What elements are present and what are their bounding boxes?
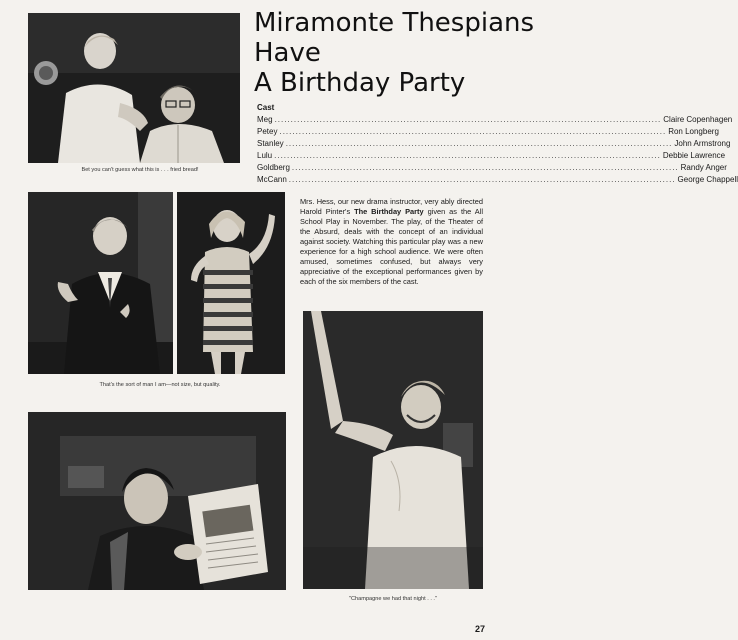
cast-role: Petey: [257, 127, 278, 136]
photo-lulu: [177, 192, 285, 374]
leader-dots: [275, 114, 662, 126]
cast-actor: George Chappell: [677, 175, 738, 184]
title-line-2: Have: [254, 38, 321, 68]
photo-mccann: [303, 311, 483, 589]
article-text-end: given as the All School Play in November. The play, of the Theater of the Absurd, deals with the concept of an individual against society. Watching this particular play was a new experience for a high school audience. We were often amused, sometimes confused, but always very appreciative of the exceptional performances given by each of the six members of the cast.: [300, 207, 483, 286]
cast-actor: Ron Longberg: [668, 127, 719, 136]
cast-actor: John Armstrong: [674, 139, 731, 148]
page-title: [254, 8, 535, 98]
leader-dots: [292, 162, 679, 174]
cast-heading: Cast: [257, 103, 275, 112]
cast-role: Stanley: [257, 139, 284, 148]
cast-row: [257, 126, 719, 138]
photo-goldberg: [28, 192, 173, 374]
cast-row: [257, 150, 726, 162]
leader-dots: [279, 126, 666, 138]
photo-stanley-newspaper: [28, 412, 286, 590]
leader-dots: [286, 138, 673, 150]
title-line-1: Miramonte Thespians: [254, 8, 535, 38]
article-text-start: Mrs. Hess, our new drama instructor, very ably directed Harold Pinter's: [300, 197, 483, 216]
cast-role: McCann: [257, 175, 287, 184]
article-text: [300, 197, 483, 287]
cast-role: Goldberg: [257, 163, 290, 172]
cast-role: Lulu: [257, 151, 273, 160]
cast-actor: Randy Anger: [680, 163, 727, 172]
cast-row: [257, 114, 733, 126]
cast-role: Meg: [257, 115, 273, 124]
caption-photo1: Bet you can't guess what this is . . . fried bread!: [81, 167, 199, 173]
play-title: The Birthday Party: [354, 207, 424, 216]
cast-actor: Debbie Lawrence: [662, 151, 726, 160]
photo-meg-and-stanley: [28, 13, 240, 163]
cast-list: [257, 114, 738, 186]
cast-row: [257, 162, 727, 174]
leader-dots: [289, 174, 676, 186]
caption-photo5: "Champagne we had that night . . .": [349, 596, 437, 602]
cast-row: [257, 174, 738, 186]
cast-row: [257, 138, 731, 150]
caption-photo2: That's the sort of man I am—not size, but quality.: [99, 382, 221, 388]
leader-dots: [274, 150, 661, 162]
cast-actor: Claire Copenhagen: [663, 115, 733, 124]
title-line-3: A Birthday Party: [254, 68, 466, 98]
page-number: 27: [474, 624, 485, 634]
